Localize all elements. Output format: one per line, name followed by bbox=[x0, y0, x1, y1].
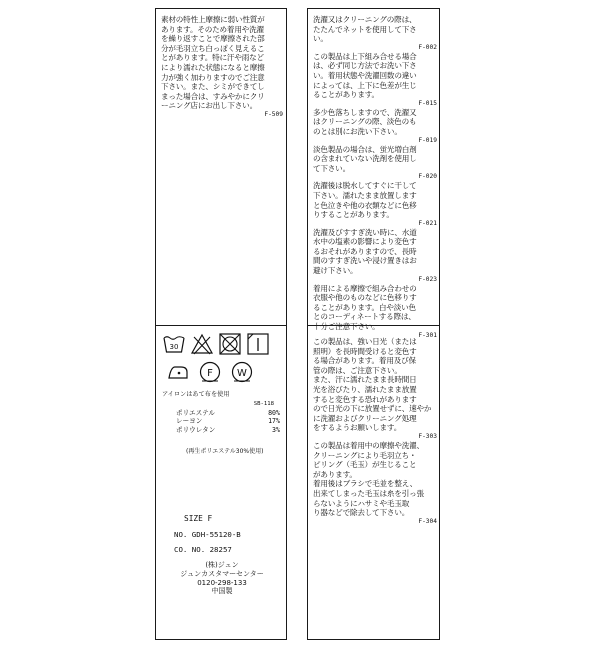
line-dry-shade-icon bbox=[246, 332, 270, 356]
notice-code: F-303 bbox=[418, 432, 437, 440]
no-bleach-icon bbox=[190, 332, 214, 356]
fiber-name: ポリウレタン bbox=[176, 425, 216, 434]
notice-code: F-020 bbox=[418, 173, 437, 181]
fiber-row bbox=[176, 426, 280, 434]
care-symbols-row-2 bbox=[166, 360, 254, 384]
recycle-note: (再生ポリエステル30%使用) bbox=[186, 448, 264, 455]
fiber-percent: 80% bbox=[268, 409, 280, 417]
sb-code: SB-118 bbox=[253, 401, 274, 407]
iron-note: アイロンはあて布を使用 bbox=[162, 391, 230, 398]
fiber-name: ポリエステル bbox=[176, 409, 215, 417]
no-tumble-dry-icon bbox=[218, 332, 242, 356]
care-label-left bbox=[155, 8, 287, 640]
notice-text: 多少色落ちしますので、洗濯又 はクリーニングの際、淡色のも のとは別にお洗い下さい。 bbox=[313, 107, 417, 136]
notice-code: F-021 bbox=[418, 219, 437, 227]
notice-code: F-023 bbox=[418, 275, 437, 283]
care-notices-bottom bbox=[313, 337, 437, 526]
dry-clean-letter: F bbox=[207, 368, 213, 379]
wet-clean-letter: W bbox=[237, 368, 247, 379]
notice-text: この製品は上下組み合せる場合 は、必ず同じ方法でお洗い下さ い。着用状態や洗濯回数の違い によっては、上下に色差が生じ ることがあります。 bbox=[313, 51, 417, 100]
notice-code: F-015 bbox=[418, 99, 437, 107]
dry-clean-f-icon bbox=[198, 360, 222, 384]
maker-company: (株)ジュン bbox=[205, 561, 239, 569]
notice-code: F-509 bbox=[264, 110, 283, 118]
material-notice bbox=[161, 15, 283, 119]
product-number: NO. GDH-55120-B bbox=[174, 530, 241, 539]
notice-code: F-019 bbox=[418, 136, 437, 144]
fold-line bbox=[156, 325, 286, 326]
fiber-composition bbox=[176, 409, 280, 434]
wash-30-icon bbox=[162, 332, 186, 356]
co-number: CO. NO. 28257 bbox=[174, 545, 232, 554]
care-symbols-row-1 bbox=[162, 332, 270, 356]
fiber-percent: 3% bbox=[272, 425, 280, 434]
care-notices-top bbox=[313, 15, 437, 340]
maker-origin: 中国製 bbox=[211, 587, 233, 596]
iron-low-icon bbox=[166, 360, 190, 384]
maker-phone: 0120-298-133 bbox=[197, 578, 247, 587]
fiber-row bbox=[176, 409, 280, 417]
care-label-right bbox=[307, 8, 440, 640]
maker-center: ジュンカスタマーセンター bbox=[180, 569, 264, 578]
notice-text: 洗濯後は脱水してすぐに干して 下さい。濡れたまま放置します と色泣きや他の衣類などに色移 りすることがあります。 bbox=[313, 181, 417, 220]
fiber-percent: 17% bbox=[268, 417, 280, 426]
material-notice-text: 素材の特性上摩擦に弱い性質が あります。そのため着用や洗濯 を繰り返すことで摩擦された部 分が毛羽立ち白っぽく見えるこ とがあります。特に汗や雨など により濡れた状態になると摩擦 力が強く加わりますのでご注意 下さい。また、シミができてし まった場合は、すみやかにクリ ーニング店にお出し下さい。 bbox=[161, 15, 265, 111]
fiber-name: レーヨン bbox=[176, 417, 203, 426]
fiber-row bbox=[176, 417, 280, 425]
notice-text: 着用による摩擦で組み合わせの 衣服や他のものなどに色移りす ることがあります。白や淡い色 とのコーディネートする際は、 十分ご注意下さい。 bbox=[313, 283, 417, 332]
notice-text: 洗濯及びすすぎ洗い時に、水道 水中の塩素の影響により変色す るおそれがありますので、長時 間のすすぎ洗いや浸け置きはお 避け下さい。 bbox=[313, 227, 417, 276]
maker-info bbox=[166, 561, 278, 596]
wet-clean-w-icon bbox=[230, 360, 254, 384]
notice-text: この製品は、強い日光（または 照明）を長時間受けると変色す る場合があります。着用及び保 管の際は、ご注意下さい。 また、汗に濡れたまま長時間日 光を浴びたり、濡れたまま放置 すると変色する恐れがあります ので日光の下に放置せずに、速やか に洗濯およびクリーニング処理 をするようお願いします。 bbox=[313, 337, 432, 433]
notice-code: F-002 bbox=[418, 43, 437, 51]
notice-text: 淡色製品の場合は、蛍光増白剤 の含まれていない洗剤を使用し て下さい。 bbox=[313, 144, 417, 173]
notice-code: F-304 bbox=[418, 517, 437, 525]
notice-text: この製品は着用中の摩擦や洗濯、 クリーニングにより毛羽立ち・ ピリング（毛玉）が生じること があります。 着用後はブラシで毛並を整え、 出来てしまった毛玉は糸を引っ張 らないようにハサミや毛玉取 り器などで除去して下さい。 bbox=[313, 440, 424, 518]
notice-text: 洗濯又はクリーニングの際は、 たたんでネットを使用して下さ い。 bbox=[313, 15, 417, 44]
fold-line bbox=[308, 325, 439, 326]
wash-temp-label: 30 bbox=[169, 343, 179, 351]
notice-code: F-301 bbox=[418, 331, 437, 339]
size-label: SIZE F bbox=[184, 514, 213, 523]
